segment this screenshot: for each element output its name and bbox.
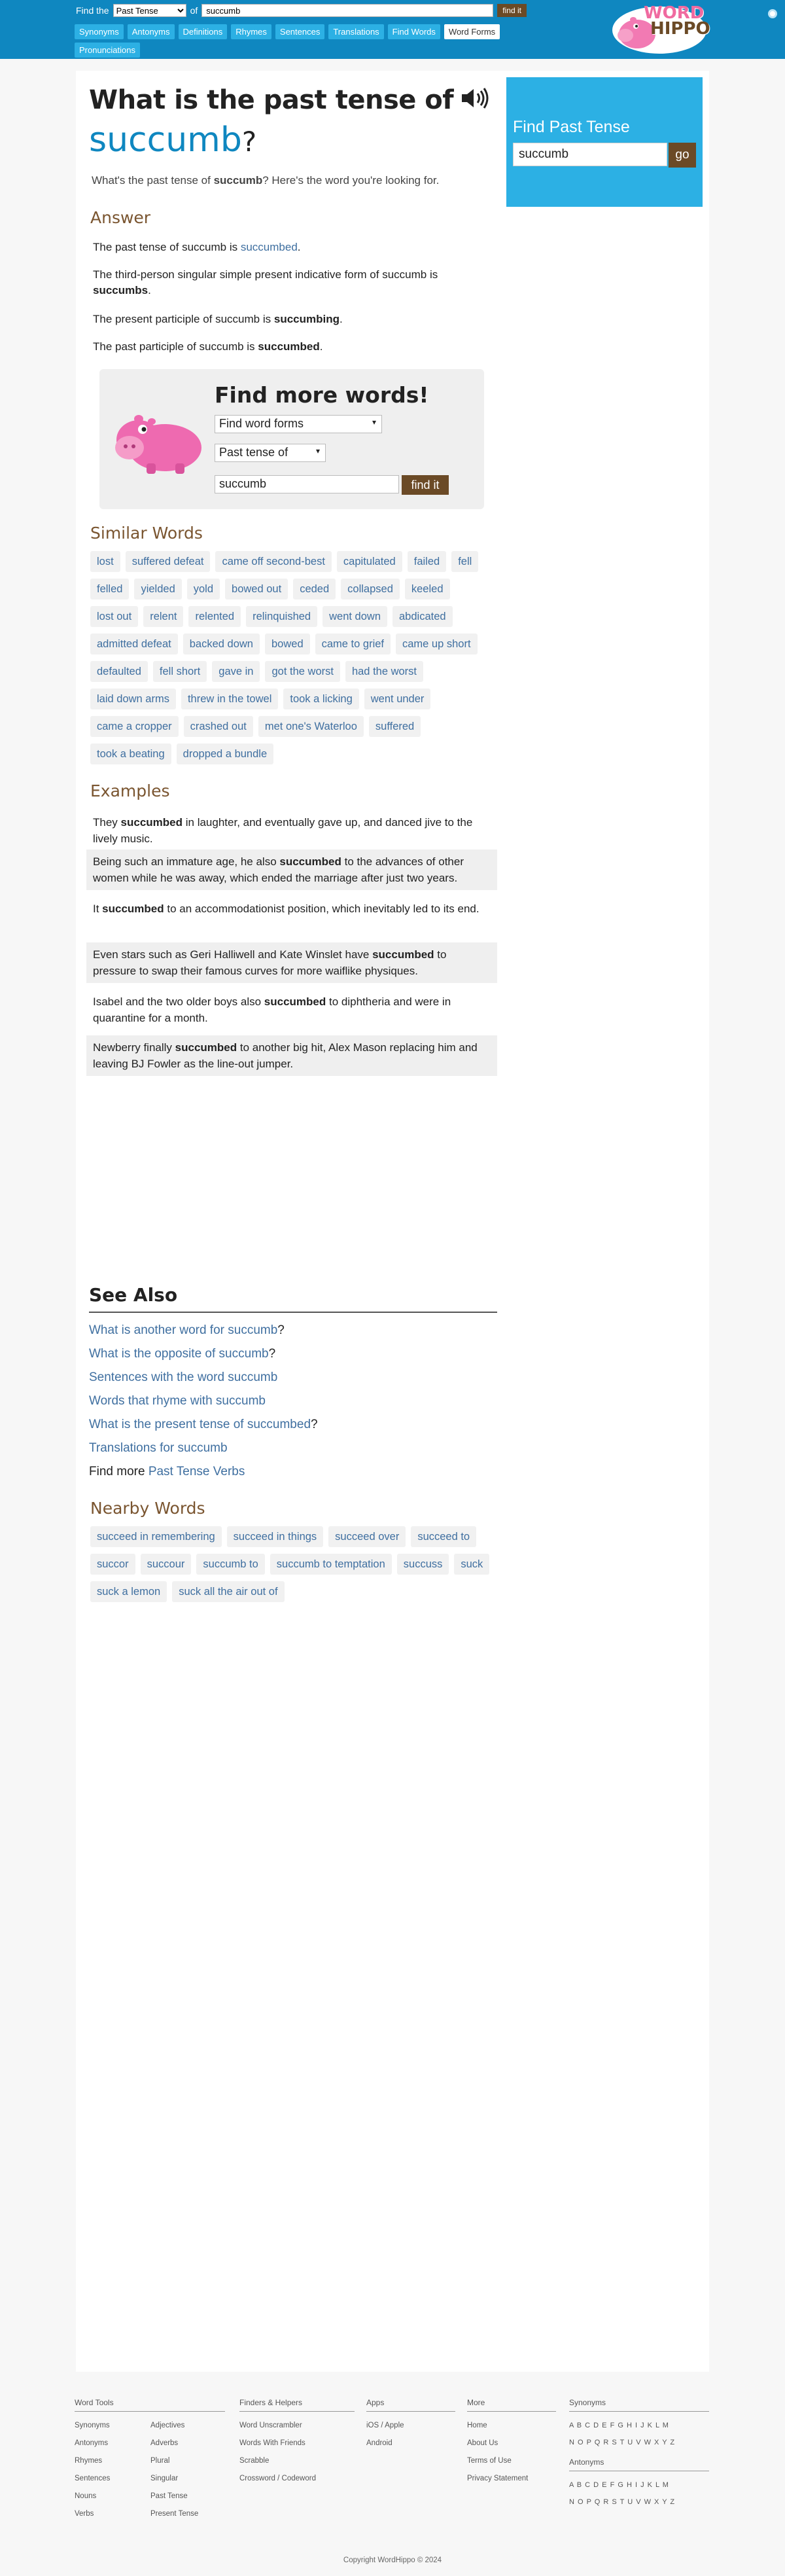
similar-word-chip[interactable]: met one's Waterloo [258, 716, 364, 737]
example-sentence [86, 810, 497, 851]
title-word [89, 120, 256, 160]
intro-post: ? Here's the word you're looking for. [262, 174, 440, 187]
intro-pre: What's the past tense of [92, 174, 214, 187]
nearby-word-chip[interactable]: succuss [397, 1554, 449, 1575]
example-text: in laughter, and eventually gave up, and danced jive to the lively music. [93, 816, 473, 845]
footer-word-tools-col1 [75, 2417, 150, 2523]
similar-word-chip[interactable]: suffered defeat [126, 551, 211, 572]
answer-p4-pre: The past participle of succumb is [93, 340, 258, 353]
footer-word-tool-link[interactable]: Sentences [75, 2475, 111, 2482]
synonyms-letters-row2[interactable]: N O P Q R S T U V W X Y Z [569, 2439, 676, 2446]
similar-word-chip[interactable]: relent [143, 606, 183, 627]
similar-word-chip[interactable]: went down [323, 606, 387, 627]
answer-third-person [93, 267, 498, 298]
similar-word-chip[interactable]: yielded [134, 579, 181, 599]
nav-item-word-forms[interactable]: Word Forms [444, 24, 500, 39]
example-text: to another big hit, Alex Mason replacing him and leaving BJ Fowler as the line-out jumper. [93, 1041, 478, 1070]
similar-word-chip[interactable]: backed down [183, 634, 260, 654]
example-text: to the advances of other women while he was away, which ended the marriage after just two years. [93, 855, 464, 884]
see-also-link[interactable] [89, 1347, 275, 1361]
speaker-icon[interactable] [459, 86, 491, 110]
similar-word-chip[interactable]: laid down arms [90, 689, 176, 709]
page-title: What is the past tense of [89, 85, 454, 115]
answer-present-participle [93, 312, 498, 327]
similar-word-chip[interactable]: bowed out [225, 579, 288, 599]
see-also-link-text[interactable]: Sentences with the word succumb [89, 1370, 278, 1384]
footer-synonyms-heading: Synonyms [569, 2398, 709, 2412]
logo-line2: HIPPO [650, 19, 710, 39]
wordhippo-logo[interactable] [611, 3, 708, 55]
nearby-word-chip[interactable]: suck [454, 1554, 489, 1575]
nav-bar [75, 24, 546, 58]
hippo-mascot [113, 404, 204, 476]
example-text: to an accommodationist position, which inevitably led to its end. [164, 903, 480, 915]
sidebar-go-button[interactable]: go [669, 143, 696, 168]
similar-word-chip[interactable]: yold [187, 579, 220, 599]
example-text: They [93, 816, 121, 829]
footer-more-link[interactable]: Privacy Statement [467, 2475, 529, 2482]
answer-past-participle [93, 339, 498, 355]
example-sentence [86, 897, 497, 921]
see-also-link-text[interactable]: What is another word for succumb [89, 1323, 278, 1337]
example-keyword: succumbed [279, 855, 341, 868]
similar-word-chip[interactable]: lost out [90, 606, 138, 627]
of-label: of [190, 5, 198, 16]
example-keyword: succumbed [372, 948, 434, 961]
footer-word-tool-link[interactable]: Rhymes [75, 2457, 103, 2465]
footer-word-tool-link[interactable]: Antonyms [75, 2439, 109, 2447]
see-also-link-text[interactable]: What is the opposite of succumb [89, 1347, 269, 1361]
see-also-suffix: ? [311, 1418, 318, 1431]
footer-synonyms [569, 2398, 709, 2511]
similar-words-heading: Similar Words [90, 524, 203, 543]
example-text: Being such an immature age, he also [93, 855, 280, 868]
nearby-word-chip[interactable]: succumb to [196, 1554, 264, 1575]
nav-item-rhymes[interactable]: Rhymes [231, 24, 271, 39]
see-also-link-text[interactable]: Words that rhyme with succumb [89, 1394, 266, 1408]
similar-words-list [90, 551, 496, 764]
similar-word-chip[interactable]: got the worst [265, 661, 340, 682]
see-also-heading: See Also [89, 1284, 178, 1306]
footer-word-tool-link[interactable]: Past Tense [150, 2492, 188, 2500]
title-word-text: succumb [89, 120, 242, 160]
similar-word-chip[interactable]: took a beating [90, 743, 171, 764]
see-also-suffix: ? [268, 1347, 276, 1361]
similar-word-chip[interactable]: felled [90, 579, 129, 599]
footer-word-tool-link[interactable]: Nouns [75, 2492, 97, 2500]
find-more-label: Find more [89, 1465, 148, 1478]
similar-word-chip[interactable]: went under [364, 689, 431, 709]
footer-word-tools-heading: Word Tools [75, 2398, 225, 2412]
copyright: Copyright WordHippo © 2024 [343, 2556, 442, 2564]
similar-word-chip[interactable]: collapsed [341, 579, 400, 599]
similar-word-chip[interactable]: took a licking [283, 689, 358, 709]
site-header [0, 0, 785, 59]
nav-item-translations[interactable]: Translations [328, 24, 383, 39]
footer-word-tool-link[interactable]: Singular [150, 2475, 179, 2482]
nearby-word-chip[interactable]: succeed in remembering [90, 1526, 222, 1547]
footer-app-link[interactable]: iOS / Apple [366, 2422, 404, 2429]
corner-toggle-icon[interactable] [768, 9, 777, 18]
intro-text [92, 174, 439, 187]
nav-item-antonyms[interactable]: Antonyms [128, 24, 175, 39]
example-keyword: succumbed [120, 816, 183, 829]
tense-select[interactable] [215, 444, 326, 462]
see-also-suffix: ? [277, 1323, 285, 1337]
similar-word-chip[interactable]: bowed [265, 634, 310, 654]
answer-p4-bold: succumbed [258, 340, 320, 353]
see-also-link[interactable] [89, 1441, 228, 1456]
examples-heading: Examples [90, 781, 170, 800]
footer-finder-link[interactable]: Scrabble [239, 2457, 270, 2465]
example-text: to pressure to swap their famous curves for more waiflike physiques. [93, 948, 447, 977]
word-forms-select-value: Find word forms [219, 417, 304, 430]
example-sentence [86, 942, 497, 983]
footer-antonyms-heading: Antonyms [569, 2458, 709, 2471]
word-forms-select[interactable] [215, 415, 382, 433]
similar-word-chip[interactable]: came off second-best [215, 551, 331, 572]
nav-item-pronunciations[interactable]: Pronunciations [75, 43, 140, 58]
logo-line1: WORD [644, 3, 705, 23]
similar-word-chip[interactable]: relented [188, 606, 241, 627]
find-past-tense-title: Find Past Tense [513, 118, 630, 136]
footer-apps-heading: Apps [366, 2398, 455, 2412]
nearby-word-chip[interactable]: succeed over [328, 1526, 406, 1547]
synonyms-letters-row1[interactable]: A B C D E F G H I J K L M [569, 2422, 669, 2429]
find-more-words-box [99, 369, 484, 509]
nearby-words-list [90, 1526, 496, 1602]
similar-word-chip[interactable]: keeled [405, 579, 450, 599]
nearby-word-chip[interactable]: succeed to [411, 1526, 476, 1547]
chevron-down-icon: ▾ [315, 446, 320, 456]
footer-word-tool-link[interactable]: Present Tense [150, 2510, 199, 2518]
tense-select-value: Past tense of [219, 446, 288, 459]
nav-item-synonyms[interactable]: Synonyms [75, 24, 124, 39]
footer-word-tool-link[interactable]: Verbs [75, 2510, 94, 2518]
answer-past-tense [93, 240, 498, 255]
find-more-past-tense [89, 1465, 245, 1479]
sidebar-search-input[interactable]: succumb [513, 143, 667, 166]
see-also-divider [89, 1312, 497, 1313]
footer-word-tool-link[interactable]: Adjectives [150, 2422, 185, 2429]
answer-heading: Answer [90, 208, 151, 227]
footer-finder-link[interactable]: Words With Friends [239, 2439, 305, 2447]
succumbed-link[interactable]: succumbed [240, 241, 298, 253]
example-text: It [93, 903, 103, 915]
example-sentence [86, 1035, 497, 1076]
similar-word-chip[interactable]: dropped a bundle [177, 743, 273, 764]
answer-p3-post: . [339, 313, 343, 325]
nearby-word-chip[interactable]: suck a lemon [90, 1581, 167, 1602]
see-also-link-text[interactable]: What is the present tense of succumbed [89, 1418, 311, 1431]
similar-word-chip[interactable]: relinquished [246, 606, 317, 627]
similar-word-chip[interactable]: defaulted [90, 661, 148, 682]
footer-apps [366, 2398, 455, 2452]
example-keyword: succumbed [175, 1041, 237, 1054]
mode-select[interactable] [113, 4, 186, 17]
footer-finder-link[interactable]: Word Unscrambler [239, 2422, 302, 2429]
example-text: Newberry finally [93, 1041, 175, 1054]
example-keyword: succumbed [264, 995, 326, 1008]
antonyms-letters-row2[interactable]: N O P Q R S T U V W X Y Z [569, 2498, 676, 2506]
nav-item-sentences[interactable]: Sentences [275, 24, 324, 39]
footer-more-link[interactable]: Home [467, 2422, 487, 2429]
find-more-input[interactable]: succumb [215, 475, 399, 493]
similar-word-chip[interactable]: came to grief [315, 634, 391, 654]
header-search-row [76, 4, 527, 17]
nearby-words-heading: Nearby Words [90, 1499, 205, 1518]
similar-word-chip[interactable]: threw in the towel [181, 689, 278, 709]
antonyms-letters-row1[interactable]: A B C D E F G H I J K L M [569, 2481, 669, 2489]
nav-item-find-words[interactable]: Find Words [388, 24, 440, 39]
past-tense-verbs-link[interactable]: Past Tense Verbs [148, 1465, 245, 1478]
logo-text [644, 5, 710, 37]
example-text: to diphtheria and were in quarantine for a month. [93, 995, 451, 1024]
footer-finders [239, 2398, 355, 2488]
similar-word-chip[interactable]: failed [408, 551, 446, 572]
similar-word-chip[interactable]: gave in [212, 661, 260, 682]
nearby-word-chip[interactable]: succour [141, 1554, 192, 1575]
answer-p1-pre: The past tense of succumb is [93, 241, 241, 253]
similar-word-chip[interactable]: came up short [396, 634, 478, 654]
footer-word-tools [75, 2398, 225, 2523]
similar-word-chip[interactable]: capitulated [337, 551, 402, 572]
nav-item-definitions[interactable]: Definitions [179, 24, 228, 39]
answer-p2-bold: succumbs [93, 284, 148, 296]
similar-word-chip[interactable]: crashed out [184, 716, 253, 737]
see-also-link[interactable] [89, 1323, 285, 1338]
title-qmark: ? [241, 126, 257, 158]
footer-more-link[interactable]: About Us [467, 2439, 498, 2447]
example-text: Isabel and the two older boys also [93, 995, 264, 1008]
intro-word: succumb [213, 174, 263, 187]
header-find-button[interactable]: find it [497, 4, 527, 17]
header-search-input[interactable] [201, 4, 493, 17]
answer-p2-pre: The third-person singular simple present indicative form of succumb is [93, 268, 438, 281]
footer-word-tools-col2 [150, 2417, 198, 2523]
see-also-link[interactable] [89, 1394, 266, 1408]
nearby-word-chip[interactable]: succor [90, 1554, 135, 1575]
footer-more-heading: More [467, 2398, 556, 2412]
footer-app-link[interactable]: Android [366, 2439, 392, 2447]
find-more-title: Find more words! [215, 382, 429, 408]
footer-finder-link[interactable]: Crossword / Codeword [239, 2475, 316, 2482]
footer-word-tool-link[interactable]: Plural [150, 2457, 170, 2465]
similar-word-chip[interactable]: had the worst [345, 661, 423, 682]
answer-p3-bold: succumbing [273, 313, 340, 325]
example-keyword: succumbed [102, 903, 164, 915]
find-more-button[interactable]: find it [402, 475, 449, 495]
footer-more-link[interactable]: Terms of Use [467, 2457, 512, 2465]
similar-word-chip[interactable]: came a cropper [90, 716, 179, 737]
answer-p1-post: . [297, 241, 301, 253]
see-also-link-text[interactable]: Translations for succumb [89, 1441, 228, 1455]
similar-word-chip[interactable]: abdicated [392, 606, 453, 627]
similar-word-chip[interactable]: admitted defeat [90, 634, 178, 654]
nearby-word-chip[interactable]: succumb to temptation [270, 1554, 392, 1575]
footer-finders-heading: Finders & Helpers [239, 2398, 355, 2412]
see-also-link[interactable] [89, 1370, 277, 1385]
see-also-link[interactable] [89, 1418, 318, 1432]
similar-word-chip[interactable]: fell [451, 551, 478, 572]
chevron-down-icon: ▾ [372, 418, 376, 427]
footer-more [467, 2398, 556, 2488]
example-text: Even stars such as Geri Halliwell and Kate Winslet have [93, 948, 373, 961]
answer-p2-post: . [148, 284, 151, 296]
example-sentence [86, 990, 497, 1030]
find-the-label: Find the [76, 5, 109, 16]
similar-word-chip[interactable]: lost [90, 551, 120, 572]
answer-p4-post: . [319, 340, 323, 353]
nearby-word-chip[interactable]: suck all the air out of [172, 1581, 284, 1602]
nearby-word-chip[interactable]: succeed in things [227, 1526, 324, 1547]
site-footer [0, 2382, 785, 2576]
footer-word-tool-link[interactable]: Adverbs [150, 2439, 179, 2447]
similar-word-chip[interactable]: ceded [293, 579, 336, 599]
similar-word-chip[interactable]: fell short [153, 661, 207, 682]
find-past-tense-widget [506, 77, 703, 207]
footer-word-tool-link[interactable]: Synonyms [75, 2422, 110, 2429]
answer-p3-pre: The present participle of succumb is [93, 313, 274, 325]
example-sentence [86, 850, 497, 890]
similar-word-chip[interactable]: suffered [369, 716, 421, 737]
